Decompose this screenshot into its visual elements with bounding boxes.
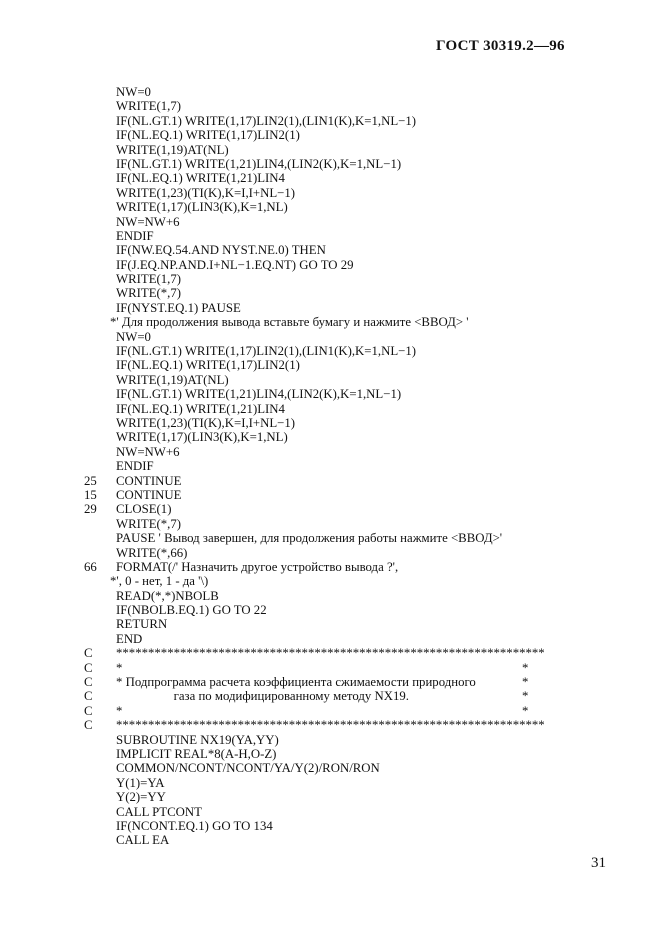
code-text: IF(NL.EQ.1) WRITE(1,17)LIN2(1): [116, 128, 300, 143]
code-line: [0, 733, 661, 747]
code-line: [0, 171, 661, 185]
comment-box-border: *: [522, 675, 529, 690]
code-line: [0, 819, 661, 833]
code-line: [0, 704, 661, 718]
code-line: [0, 215, 661, 229]
code-line: [0, 85, 661, 99]
code-text: Y(1)=YA: [116, 775, 165, 790]
code-line: [0, 373, 661, 387]
code-text: *' Для продолжения вывода вставьте бумагу и нажмите <ВВОД> ': [110, 315, 469, 330]
code-line: [0, 229, 661, 243]
code-text: NW=NW+6: [116, 444, 180, 459]
code-text: IF(NCONT.EQ.1) GO TO 134: [116, 818, 273, 833]
code-text: SUBROUTINE NX19(YA,YY): [116, 732, 279, 747]
code-text: IF(NYST.EQ.1) PAUSE: [116, 300, 241, 315]
statement-label: C: [84, 689, 93, 704]
code-text: CONTINUE: [116, 487, 182, 502]
code-line: [0, 272, 661, 286]
code-line: [0, 632, 661, 646]
code-text: WRITE(1,7): [116, 99, 182, 114]
code-text: IMPLICIT REAL*8(A-H,O-Z): [116, 746, 277, 761]
code-text: READ(*,*)NBOLB: [116, 588, 219, 603]
code-line: [0, 157, 661, 171]
code-text: IF(NL.GT.1) WRITE(1,17)LIN2(1),(LIN1(K),K=1,NL−1): [116, 344, 417, 359]
statement-label: 25: [84, 473, 97, 488]
code-line: [0, 560, 661, 574]
code-line: [0, 402, 661, 416]
statement-label: C: [84, 646, 93, 661]
code-line: [0, 143, 661, 157]
code-line: [0, 646, 661, 660]
standard-header: ГОСТ 30319.2—96: [436, 38, 565, 54]
statement-label: C: [84, 660, 93, 675]
code-text: *******************************************************************: [116, 646, 545, 661]
statement-label: 15: [84, 487, 97, 502]
code-text: WRITE(1,19)AT(NL): [116, 142, 229, 157]
code-line: [0, 301, 661, 315]
code-line: [0, 531, 661, 545]
code-text: WRITE(1,7): [116, 272, 182, 287]
comment-box-border: *: [522, 703, 529, 718]
code-text: IF(NW.EQ.54.AND NYST.NE.0) THEN: [116, 243, 326, 258]
code-text: IF(NBOLB.EQ.1) GO TO 22: [116, 603, 267, 618]
code-text: *', 0 - нет, 1 - да '\): [110, 574, 209, 589]
code-line: [0, 833, 661, 847]
statement-label: C: [84, 718, 93, 733]
code-line: [0, 574, 661, 588]
code-text: *: [116, 703, 123, 718]
code-line: [0, 790, 661, 804]
code-line: [0, 589, 661, 603]
code-text: CALL EA: [116, 833, 170, 848]
code-text: WRITE(*,66): [116, 545, 188, 560]
code-text: RETURN: [116, 617, 168, 632]
code-line: [0, 761, 661, 775]
page-number: 31: [591, 855, 606, 871]
code-text: WRITE(1,23)(TI(K),K=I,I+NL−1): [116, 185, 296, 200]
code-line: [0, 315, 661, 329]
code-line: [0, 517, 661, 531]
code-line: [0, 617, 661, 631]
statement-label: 66: [84, 559, 97, 574]
code-text: газа по модифицированному методу NX19.: [116, 689, 409, 704]
code-line: [0, 416, 661, 430]
code-text: WRITE(*,7): [116, 286, 182, 301]
code-line: [0, 747, 661, 761]
code-line: [0, 258, 661, 272]
code-text: PAUSE ' Вывод завершен, для продолжения работы нажмите <ВВОД>': [116, 531, 503, 546]
code-line: [0, 286, 661, 300]
code-line: [0, 200, 661, 214]
code-line: [0, 675, 661, 689]
code-line: [0, 776, 661, 790]
code-text: IF(NL.GT.1) WRITE(1,21)LIN4,(LIN2(K),K=1,NL−1): [116, 387, 402, 402]
code-line: [0, 99, 661, 113]
code-line: [0, 502, 661, 516]
code-line: [0, 243, 661, 257]
source-code-listing: [0, 85, 661, 848]
comment-box-border: *: [522, 660, 529, 675]
code-text: IF(J.EQ.NP.AND.I+NL−1.EQ.NT) GO TO 29: [116, 257, 354, 272]
code-line: [0, 459, 661, 473]
code-text: IF(NL.EQ.1) WRITE(1,17)LIN2(1): [116, 358, 300, 373]
code-line: [0, 474, 661, 488]
code-text: WRITE(1,23)(TI(K),K=I,I+NL−1): [116, 415, 296, 430]
comment-box-border: *: [522, 689, 529, 704]
code-text: IF(NL.GT.1) WRITE(1,17)LIN2(1),(LIN1(K),K=1,NL−1): [116, 113, 417, 128]
code-text: * Подпрограмма расчета коэффициента сжимаемости природного: [116, 675, 476, 690]
code-text: WRITE(1,19)AT(NL): [116, 372, 229, 387]
code-text: NW=NW+6: [116, 214, 180, 229]
code-line: [0, 488, 661, 502]
code-text: FORMAT(/' Назначить другое устройство вывода ?',: [116, 559, 399, 574]
code-text: NW=0: [116, 85, 151, 99]
code-text: COMMON/NCONT/NCONT/YA/Y(2)/RON/RON: [116, 761, 380, 776]
code-line: [0, 114, 661, 128]
code-text: Y(2)=YY: [116, 790, 166, 805]
statement-label: C: [84, 675, 93, 690]
code-line: [0, 445, 661, 459]
code-text: *******************************************************************: [116, 718, 545, 733]
code-line: [0, 661, 661, 675]
code-text: END: [116, 631, 143, 646]
code-line: [0, 387, 661, 401]
code-line: [0, 689, 661, 703]
code-text: IF(NL.EQ.1) WRITE(1,21)LIN4: [116, 401, 285, 416]
code-text: NW=0: [116, 329, 151, 344]
statement-label: 29: [84, 502, 97, 517]
code-text: WRITE(1,17)(LIN3(K),K=1,NL): [116, 200, 288, 215]
statement-label: C: [84, 703, 93, 718]
code-line: [0, 718, 661, 732]
code-text: WRITE(*,7): [116, 516, 182, 531]
code-line: [0, 186, 661, 200]
code-line: [0, 805, 661, 819]
code-line: [0, 358, 661, 372]
code-text: IF(NL.GT.1) WRITE(1,21)LIN4,(LIN2(K),K=1,NL−1): [116, 156, 402, 171]
code-text: CLOSE(1): [116, 502, 172, 517]
code-line: [0, 128, 661, 142]
code-text: CONTINUE: [116, 473, 182, 488]
code-text: IF(NL.EQ.1) WRITE(1,21)LIN4: [116, 171, 285, 186]
code-text: CALL PTCONT: [116, 804, 202, 819]
code-text: WRITE(1,17)(LIN3(K),K=1,NL): [116, 430, 288, 445]
code-text: ENDIF: [116, 228, 154, 243]
code-line: [0, 430, 661, 444]
code-line: [0, 330, 661, 344]
code-text: *: [116, 660, 123, 675]
code-text: ENDIF: [116, 459, 154, 474]
code-line: [0, 603, 661, 617]
code-line: [0, 344, 661, 358]
code-line: [0, 546, 661, 560]
